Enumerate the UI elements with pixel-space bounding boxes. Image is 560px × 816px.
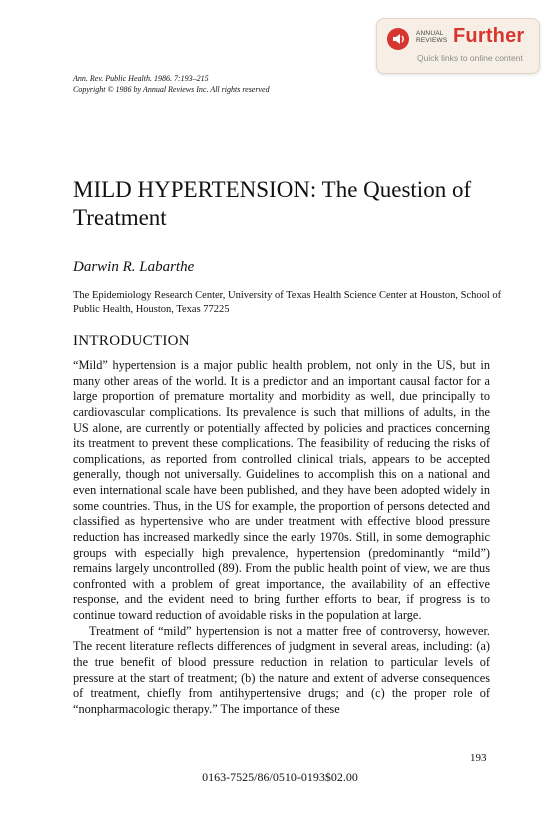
journal-citation (73, 73, 270, 95)
article-body (73, 358, 490, 717)
article-title: MILD HYPERTENSION: The Question of Treatment (73, 177, 472, 230)
annual-reviews-further-banner[interactable] (376, 18, 540, 74)
body-paragraph-1: “Mild” hypertension is a major public health problem, not only in the US, but in many other areas of the world. It is a predictor and an important causal factor for a large proportion of premature mortality and morbidity as well, due principally to cardiovascular complications. Its prevalence is such that millions of adults, in the US alone, are currently or potentially affected by policies and practices concerning its treatment to prevent these complications. The feasibility of reducing the risks of complications, as reported from controlled clinical trials, appears to be accepted generally, though not universally. Guidelines to accomplish this on a national and even international scale have been published, and they have been adopted widely in some countries. Thus, in the US for example, the proportion of persons detected and classified as hypertensive who are under treatment with effective blood pressure reduction has increased markedly since the early 1970s. Still, in some demographic groups with especially high prevalence, hypertension (predominantly “mild”) remains largely uncontrolled (89). From the public health point of view, we are thus confronted with a problem of great importance, the availability of an effective response, and the evident need to bring further efforts to bear, if progress is to continue toward reduction of avoidable risks in the population at large. (73, 358, 490, 622)
page-number: 193 (470, 752, 487, 764)
body-paragraph-2: Treatment of “mild” hypertension is not a matter free of controversy, however. The recent literature reflects differences of judgment in several areas, including: (a) the true benefit of blood pressure reduction in relation to particular levels of pressure at the start of treatment; (b) the nature and extent of adverse consequences of treatment, chiefly from antihypertensive drugs; and (c) the proper role of “nonpharmacologic therapy.” The importance of these (73, 623, 490, 716)
author-name: Darwin R. Labarthe (73, 259, 195, 275)
annual-reviews-logo-text (416, 30, 447, 44)
footer-article-code: 0163-7525/86/0510-0193$02.00 (202, 770, 358, 784)
banner-tagline: Quick links to online content (417, 53, 523, 63)
further-label: Further (453, 25, 525, 47)
citation-line-2: Copyright © 1986 by Annual Reviews Inc. All rights reserved (73, 85, 270, 94)
section-heading-introduction: INTRODUCTION (73, 333, 190, 349)
citation-line-1: Ann. Rev. Public Health. 1986. 7:193–215 (73, 74, 209, 83)
author-affiliation: The Epidemiology Research Center, University of Texas Health Science Center at Houston, School of Public Health, Houston, Texas 77225 (73, 290, 502, 315)
brand-line-1: ANNUAL (416, 30, 444, 37)
brand-line-2: REVIEWS (416, 37, 448, 44)
speaker-play-icon (387, 28, 409, 50)
